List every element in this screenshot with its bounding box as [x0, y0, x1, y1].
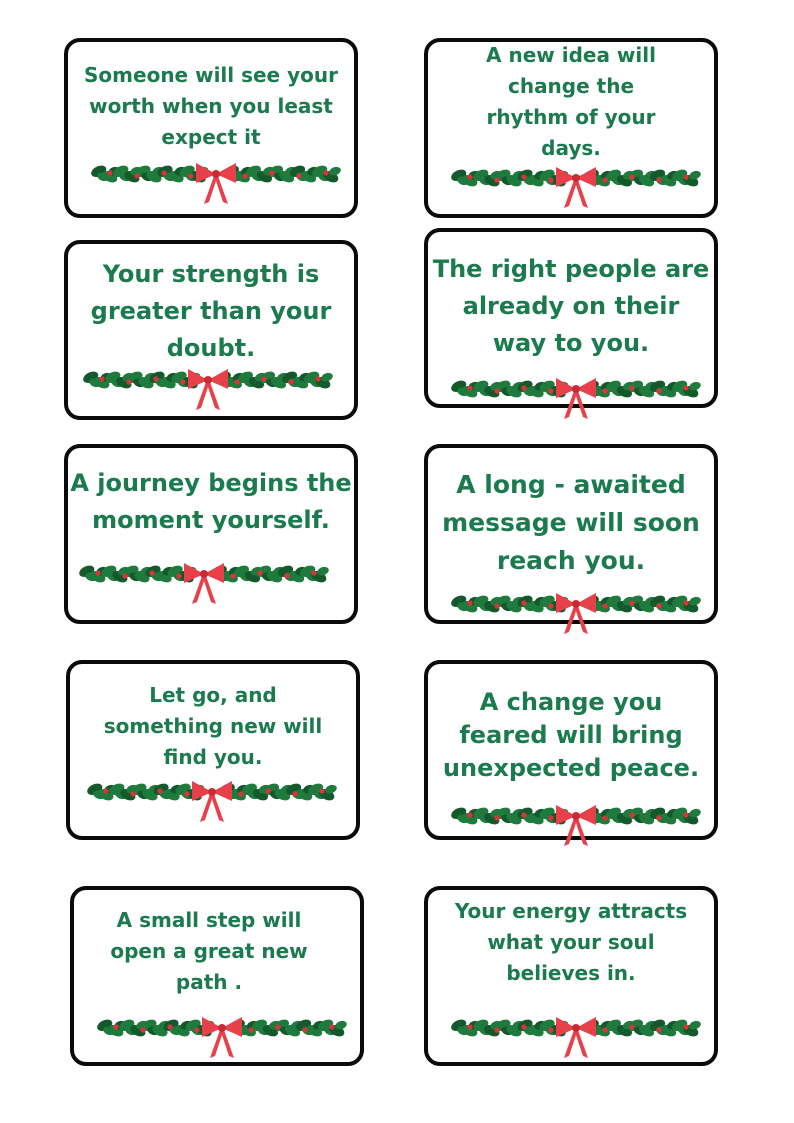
holly-garland-icon — [94, 160, 338, 208]
fortune-card-1 — [64, 38, 358, 218]
card-message: Let go, and something new will find you. — [103, 683, 323, 769]
card-message: A journey begins the moment yourself. — [70, 469, 352, 534]
card-message: A long - awaited message will soon reach you. — [442, 470, 700, 575]
holly-garland-icon — [90, 778, 334, 826]
fortune-card-8 — [424, 660, 718, 840]
holly-garland-icon — [454, 164, 698, 212]
holly-garland-icon — [454, 590, 698, 638]
card-message: Someone will see your worth when you least expect it — [84, 63, 338, 149]
holly-garland-icon — [86, 366, 330, 414]
holly-garland-icon — [82, 560, 326, 608]
fortune-card-5 — [64, 444, 358, 624]
card-message: A change you feared will bring unexpected peace. — [442, 688, 700, 782]
fortune-card-3 — [64, 240, 358, 420]
card-message: A small step will open a great new path . — [110, 908, 308, 994]
fortune-card-7 — [66, 660, 360, 840]
fortune-card-6 — [424, 444, 718, 624]
holly-garland-icon — [100, 1014, 344, 1062]
fortune-card-4 — [424, 228, 718, 408]
holly-garland-icon — [454, 802, 698, 850]
holly-garland-icon — [454, 375, 698, 423]
holly-garland-icon — [454, 1014, 698, 1062]
fortune-card-10 — [424, 886, 718, 1066]
fortune-card-9 — [70, 886, 364, 1066]
card-message: Your strength is greater than your doubt. — [90, 260, 332, 362]
card-message: The right people are already on their way to you. — [432, 255, 710, 357]
fortune-card-2 — [424, 38, 718, 218]
card-message: A new idea will change the rhythm of your days. — [486, 43, 656, 160]
card-message: Your energy attracts what your soul believes in. — [454, 899, 688, 985]
